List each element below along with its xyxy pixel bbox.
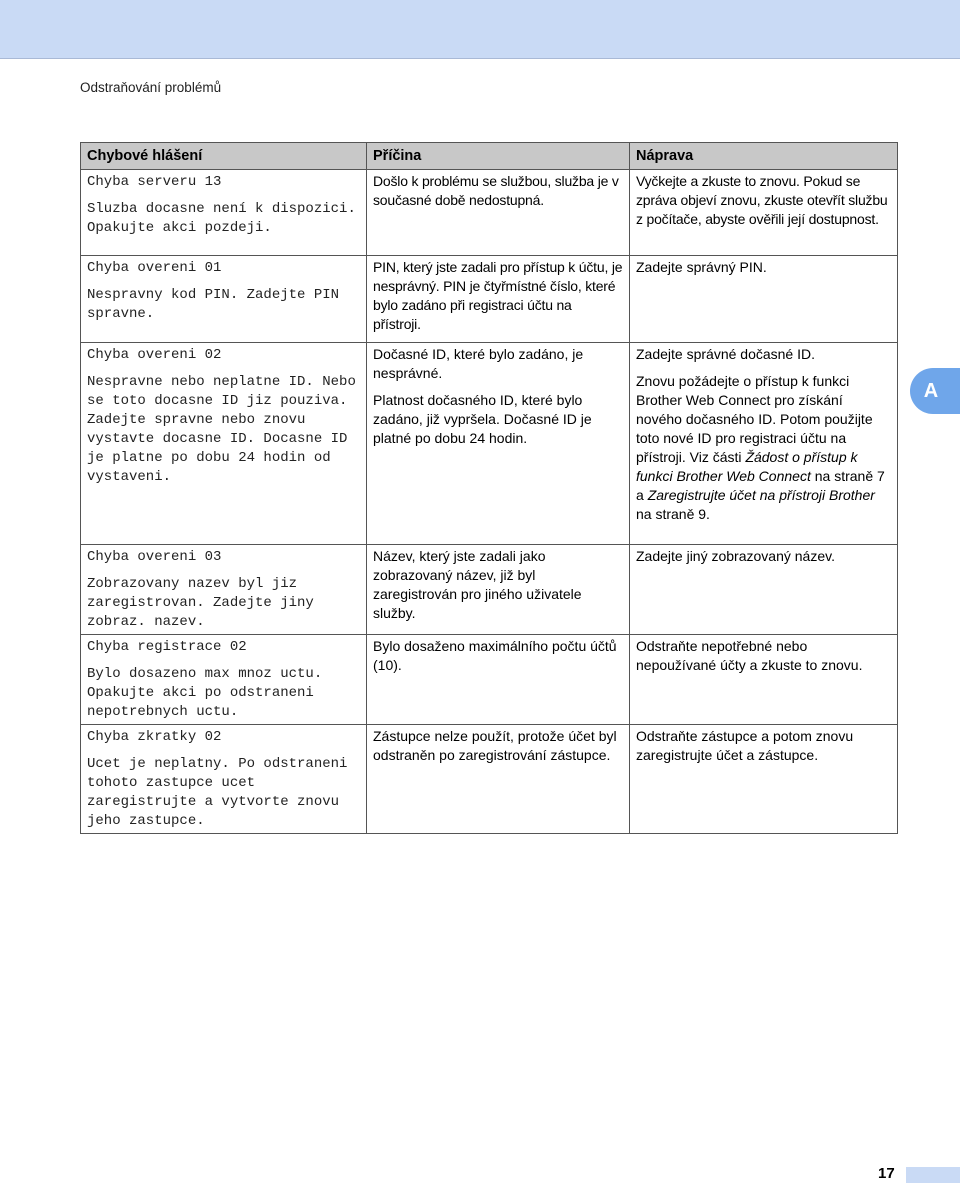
table-row [81,256,898,343]
message-cell [81,635,367,725]
running-header: Odstraňování problémů [80,80,222,95]
top-band [0,0,960,59]
cause-text: Dočasné ID, které bylo zadáno, je nesprávné. [373,346,584,381]
cause-cell [367,343,630,545]
cause-cell [367,725,630,834]
table-row [81,343,898,545]
remedy-cell [630,545,898,635]
table-header-row [81,143,898,170]
page-number-bar [906,1167,960,1183]
error-code: Chyba overeni 02 [87,347,222,363]
table-row [81,635,898,725]
remedy-text: Odstraňte nepotřebné nebo nepoužívané účty a zkuste to znovu. [636,638,863,673]
error-text: Sluzba docasne není k dispozici. Opakujte akci pozdeji. [87,201,356,236]
error-text: Nespravny kod PIN. Zadejte PIN spravne. [87,287,340,322]
error-text: Ucet je neplatny. Po odstraneni tohoto zastupce ucet zaregistrujte a vytvorte znovu jeho zastupce. [87,756,348,829]
error-code: Chyba zkratky 02 [87,729,222,745]
cause-cell [367,635,630,725]
remedy-text: Zadejte jiný zobrazovaný název. [636,548,835,564]
message-cell [81,545,367,635]
error-code: Chyba registrace 02 [87,639,247,655]
remedy-cell [630,635,898,725]
cause-text: Platnost dočasného ID, které bylo zadáno, již vypršela. Dočasné ID je platné po dobu 24 hodin. [373,392,592,446]
error-text: Bylo dosazeno max mnoz uctu. Opakujte akci po odstraneni nepotrebnych uctu. [87,666,323,720]
remedy-cell [630,343,898,545]
table-row [81,725,898,834]
remedy-text: Zadejte správné dočasné ID. [636,346,815,362]
message-cell [81,343,367,545]
cause-text: PIN, který jste zadali pro přístup k účtu, je nesprávný. PIN je čtyřmístné číslo, které bylo zadáno při registraci účtu na přístroji. [373,259,623,332]
error-table [80,142,898,834]
message-cell [81,256,367,343]
remedy-cell [630,170,898,256]
error-text: Zobrazovany nazev byl jiz zaregistrovan. Zadejte jiny zobraz. nazev. [87,576,314,630]
error-code: Chyba serveru 13 [87,174,222,190]
remedy-plain: Znovu požádejte o přístup k funkci Brother Web Connect pro získání nového dočasného ID. Potom použijte toto nové ID pro registraci účtu na přístroji. Viz části [636,373,873,465]
remedy-text: Vyčkejte a zkuste to znovu. Pokud se zpráva objeví znovu, zkuste otevřít službu z počítače, abyste ověřili její dostupnost. [636,173,888,227]
cause-text: Zástupce nelze použít, protože účet byl odstraněn po zaregistrování zástupce. [373,728,617,763]
remedy-text: Odstraňte zástupce a potom znovu zaregistrujte účet a zástupce. [636,728,854,763]
remedy-cell [630,256,898,343]
xref-register-account[interactable]: Zaregistrujte účet na přístroji Brother [647,487,875,503]
header-remedy: Náprava [630,143,898,170]
error-text: Nespravne nebo neplatne ID. Nebo se toto docasne ID jiz pouziva. Zadejte spravne nebo znovu vystavte docasne ID. Docasne ID je platne po dobu 24 hodin od vystaveni. [87,374,356,485]
error-code: Chyba overeni 01 [87,260,222,276]
cause-text: Název, který jste zadali jako zobrazovaný název, již byl zaregistrován pro jiného uživatele služby. [373,548,582,621]
remedy-plain: na straně 9. [636,506,710,522]
cause-cell [367,170,630,256]
remedy-text: Zadejte správný PIN. [636,259,767,275]
message-cell [81,725,367,834]
xref-brother-web-connect[interactable]: Žádost o přístup k funkci Brother Web Connect [636,449,858,484]
page-number: 17 [878,1165,895,1182]
cause-cell [367,545,630,635]
message-cell [81,170,367,256]
appendix-tab: A [910,368,960,414]
header-message: Chybové hlášení [81,143,367,170]
table-row [81,545,898,635]
remedy-plain: na straně 7 a [636,468,885,503]
cause-text: Došlo k problému se službou, služba je v současné době nedostupná. [373,173,619,208]
header-cause: Příčina [367,143,630,170]
remedy-text-with-links [636,372,891,524]
error-code: Chyba overeni 03 [87,549,222,565]
cause-text: Bylo dosaženo maximálního počtu účtů (10). [373,638,617,673]
remedy-cell [630,725,898,834]
cause-cell [367,256,630,343]
table-row [81,170,898,256]
